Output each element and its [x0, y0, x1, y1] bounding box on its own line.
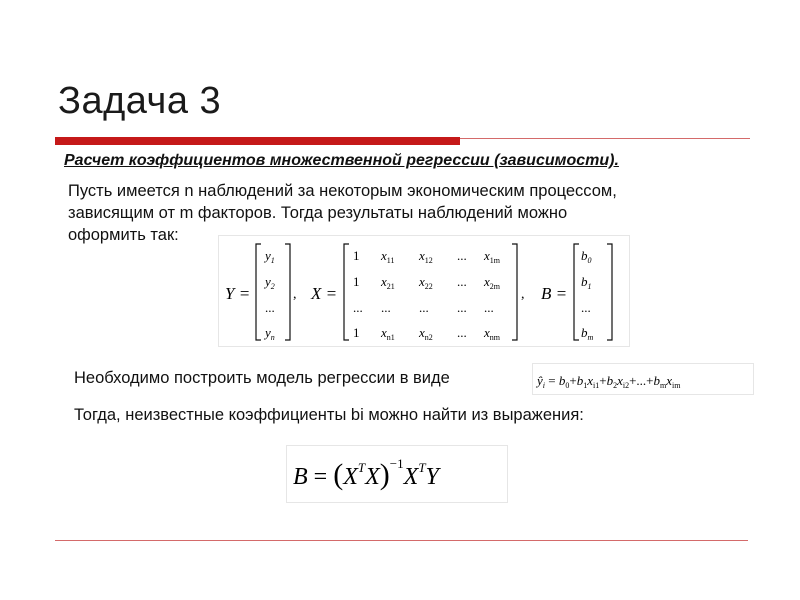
bottom-rule: [55, 540, 748, 541]
b-matrix-label: B =: [541, 284, 568, 303]
x-cell: ...: [419, 300, 429, 315]
regression-model-formula: [532, 363, 754, 395]
intro-line-1: Пусть имеется n наблюдений за некоторым экономическим процессом,: [68, 182, 617, 200]
intro-line-3: оформить так:: [68, 226, 179, 244]
y-left-bracket: [256, 244, 261, 340]
title-thin-rule: [460, 138, 750, 139]
x-comma: ,: [521, 287, 525, 302]
x-cell: $x_{2m}$: [484, 274, 501, 291]
x-cell: ...: [484, 300, 494, 315]
matrices-formula: [218, 235, 630, 347]
b-cell-2: $b_1$: [581, 274, 592, 291]
x-cell: $x_{n1}$: [381, 325, 395, 342]
x-cell: $x_{nm}$: [484, 325, 501, 342]
x-cell: $x_{n2}$: [419, 325, 433, 342]
b-right-bracket: [607, 244, 612, 340]
y-cell-4: $y_n$: [265, 325, 275, 342]
x-matrix-label: X =: [311, 284, 338, 303]
then-text: Тогда, неизвестные коэффициенты bi можно найти из выражения:: [74, 406, 584, 424]
x-cell: $x_{11}$: [381, 248, 395, 265]
model-formula-text: $ŷ_i = b_0+b_1x_{i1}+b_2x_{i2}+...+b_mx_{im}$: [537, 373, 681, 390]
title-red-underline: [55, 137, 460, 145]
b-cell-1: $b_0$: [581, 248, 592, 265]
y-comma: ,: [293, 287, 297, 302]
matrices-svg: [219, 236, 629, 346]
x-cell: 1: [353, 325, 360, 340]
x-cell: $x_{21}$: [381, 274, 395, 291]
b-formula-text: $B = (X^TX)^{-1}X^TY$: [293, 456, 439, 491]
x-cell: $x_{12}$: [419, 248, 433, 265]
y-matrix-label: Y =: [225, 284, 251, 303]
b-left-bracket: [574, 244, 579, 340]
y-cell-3: ...: [265, 300, 275, 315]
x-cell: $x_{1m}$: [484, 248, 501, 265]
x-cell: ...: [457, 300, 467, 315]
x-cell: ...: [457, 274, 467, 289]
b-formula-svg: [287, 446, 507, 502]
y-cell-1: $y_1$: [265, 248, 275, 265]
x-cell: 1: [353, 248, 360, 263]
x-cell: ...: [381, 300, 391, 315]
x-left-bracket: [344, 244, 349, 340]
intro-line-2: зависящим от m факторов. Тогда результаты наблюдений можно: [68, 204, 568, 222]
x-matrix-cells: [353, 248, 501, 342]
y-cell-2: $y_2$: [265, 274, 275, 291]
coefficients-formula: [286, 445, 508, 503]
x-cell: ...: [457, 248, 467, 263]
x-cell: 1: [353, 274, 360, 289]
x-cell: ...: [353, 300, 363, 315]
x-cell: $x_{22}$: [419, 274, 433, 291]
b-cell-4: $b_m$: [581, 325, 594, 342]
y-right-bracket: [285, 244, 290, 340]
x-right-bracket: [512, 244, 517, 340]
b-cell-3: ...: [581, 300, 591, 315]
model-text: Необходимо построить модель регрессии в виде: [74, 369, 450, 387]
x-cell: ...: [457, 325, 467, 340]
model-formula-svg: [533, 364, 753, 394]
slide-title: Задача 3: [58, 80, 222, 122]
slide-subtitle: Расчет коэффициентов множественной регрессии (зависимости).: [64, 152, 619, 169]
